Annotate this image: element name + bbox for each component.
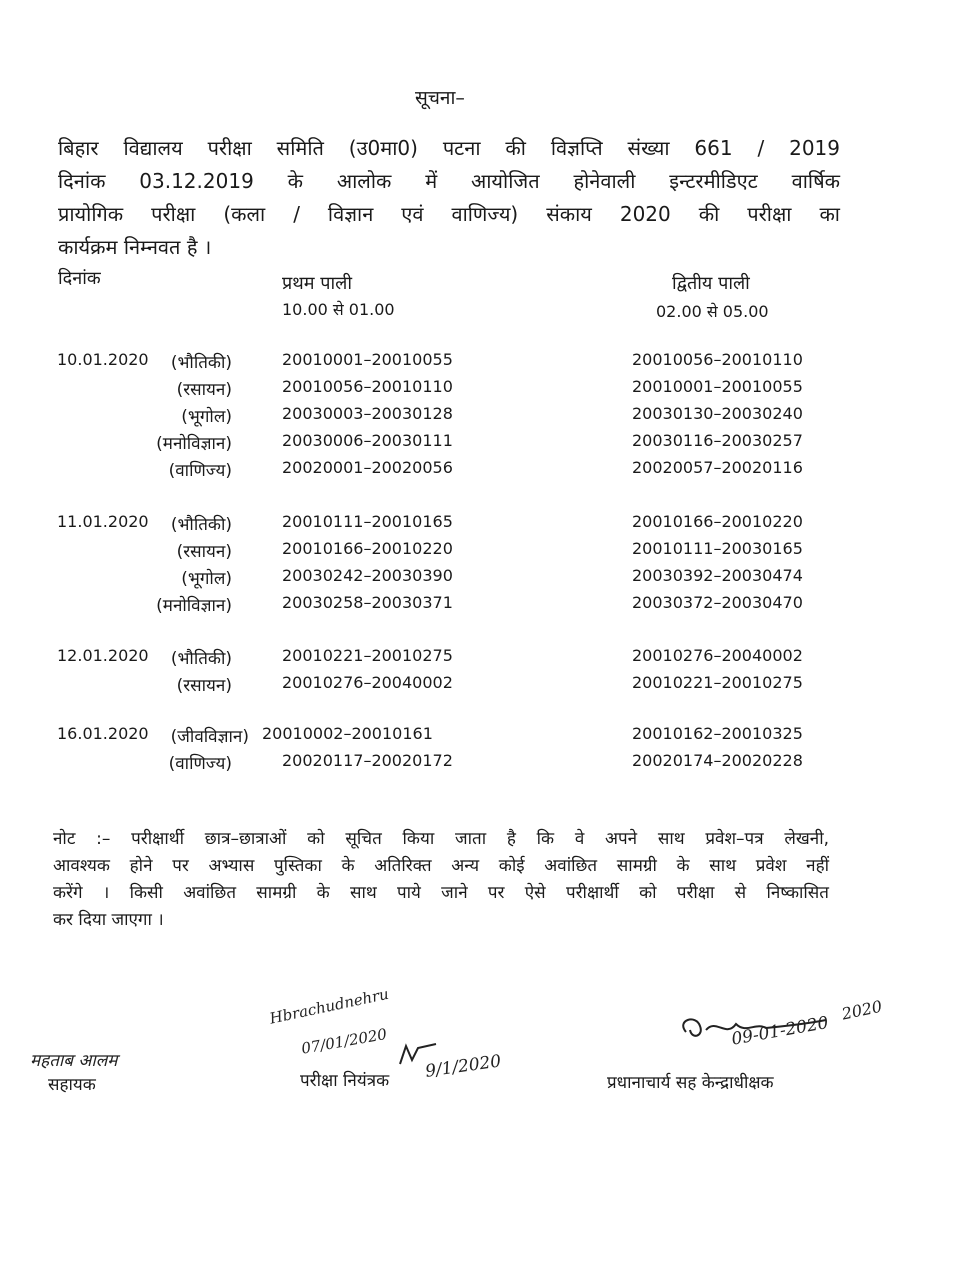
exam-date: 11.01.2020 (57, 512, 149, 531)
principal-handwritten-date: 09-01-2020 (730, 1012, 830, 1050)
first-shift-range: 20020001–20020056 (282, 458, 453, 477)
first-shift-range: 20010056–20010110 (282, 377, 453, 396)
first-shift-range: 20030003–20030128 (282, 404, 453, 423)
subject: (भूगोल) (181, 569, 232, 589)
note-line: आवश्यक होने पर अभ्यास पुस्तिका के अतिरिक्त अन्य कोई अवांछित सामग्री के साथ प्रवेश नहीं (53, 856, 829, 876)
second-shift-range: 20020057–20020116 (632, 458, 803, 477)
subject: (भौतिकी) (170, 649, 232, 669)
first-shift-header: प्रथम पाली (282, 273, 352, 294)
first-shift-range: 20030242–20030390 (282, 566, 453, 585)
second-shift-range: 20010111–20030165 (632, 539, 803, 558)
second-shift-range: 20030130–20030240 (632, 404, 803, 423)
first-shift-range: 20030006–20030111 (282, 431, 453, 450)
paragraph-line: बिहार विद्यालय परीक्षा समिति (उ0मा0) पटना की विज्ञप्ति संख्या 661 / 2019 (58, 136, 840, 160)
second-shift-range: 20010162–20010325 (632, 724, 803, 743)
exam-date: 10.01.2020 (57, 350, 149, 369)
controller-title: परीक्षा नियंत्रक (300, 1071, 390, 1091)
note-line: कर दिया जाएगा । (53, 910, 164, 930)
subject: (जीवविज्ञान) (170, 727, 249, 747)
table-row (0, 350, 957, 377)
second-shift-range: 20030116–20030257 (632, 431, 803, 450)
first-shift-time: 10.00 से 01.00 (282, 300, 395, 319)
second-shift-range: 20010221–20010275 (632, 673, 803, 692)
second-shift-range: 20010166–20010220 (632, 512, 803, 531)
first-shift-range: 20010276–20040002 (282, 673, 453, 692)
date-column-header: दिनांक (58, 268, 101, 289)
first-shift-range: 20030258–20030371 (282, 593, 453, 612)
second-shift-range: 20010001–20010055 (632, 377, 803, 396)
table-row (0, 404, 957, 431)
second-shift-range: 20010056–20010110 (632, 350, 803, 369)
second-shift-header: द्वितीय पाली (672, 273, 750, 294)
exam-date: 12.01.2020 (57, 646, 149, 665)
subject: (वाणिज्य) (168, 754, 232, 774)
principal-title: प्रधानाचार्य सह केन्द्राधीक्षक (607, 1073, 774, 1093)
paragraph-line: कार्यक्रम निम्नवत है । (58, 235, 212, 259)
notice-paragraph (58, 132, 840, 264)
controller-handwritten-date: 07/01/2020 (300, 1024, 389, 1058)
subject: (मनोविज्ञान) (156, 434, 232, 454)
table-row (0, 646, 957, 673)
paragraph-line: दिनांक 03.12.2019 के आलोक में आयोजित होनेवाली इन्टरमीडिएट वार्षिक (58, 169, 840, 193)
table-row (0, 673, 957, 700)
subject: (भूगोल) (181, 407, 232, 427)
second-shift-time: 02.00 से 05.00 (656, 302, 769, 321)
subject: (भौतिकी) (170, 353, 232, 373)
exam-note (53, 826, 829, 934)
principal-handwritten-year: 2020 (840, 996, 884, 1024)
subject: (रसायन) (176, 380, 232, 400)
second-shift-range: 20030372–20030470 (632, 593, 803, 612)
controller-handwritten-name: Hbrachudnehru (268, 984, 391, 1028)
subject: (मनोविज्ञान) (156, 596, 232, 616)
subject: (वाणिज्य) (168, 461, 232, 481)
exam-date: 16.01.2020 (57, 724, 149, 743)
table-row (0, 377, 957, 404)
controller-handwritten-date-2: 9/1/2020 (424, 1051, 503, 1082)
table-row (0, 724, 957, 751)
table-row (0, 593, 957, 620)
table-row (0, 751, 957, 778)
first-shift-range: 20010221–20010275 (282, 646, 453, 665)
second-shift-range: 20030392–20030474 (632, 566, 803, 585)
first-shift-range: 20010001–20010055 (282, 350, 453, 369)
notice-title: सूचना– (415, 87, 465, 109)
second-shift-range: 20020174–20020228 (632, 751, 803, 770)
subject: (रसायन) (176, 542, 232, 562)
first-shift-range: 20020117–20020172 (282, 751, 453, 770)
table-row (0, 539, 957, 566)
subject: (रसायन) (176, 676, 232, 696)
table-row (0, 458, 957, 485)
first-shift-range: 20010002–20010161 (262, 724, 433, 743)
table-row (0, 512, 957, 539)
first-shift-range: 20010111–20010165 (282, 512, 453, 531)
assistant-handwritten-signature: महताब आलम (30, 1051, 118, 1071)
table-row (0, 431, 957, 458)
note-line: करेंगे । किसी अवांछित सामग्री के साथ पाये जाने पर ऐसे परीक्षार्थी को परीक्षा से निष्कासित (53, 883, 829, 903)
note-line: नोट :– परीक्षार्थी छात्र–छात्राओं को सूचित किया जाता है कि वे अपने साथ प्रवेश–पत्र लेखनी, (53, 829, 829, 849)
table-row (0, 566, 957, 593)
paragraph-line: प्रायोगिक परीक्षा (कला / विज्ञान एवं वाणिज्य) संकाय 2020 की परीक्षा का (58, 202, 840, 226)
subject: (भौतिकी) (170, 515, 232, 535)
first-shift-range: 20010166–20010220 (282, 539, 453, 558)
second-shift-range: 20010276–20040002 (632, 646, 803, 665)
assistant-title: सहायक (48, 1075, 96, 1095)
